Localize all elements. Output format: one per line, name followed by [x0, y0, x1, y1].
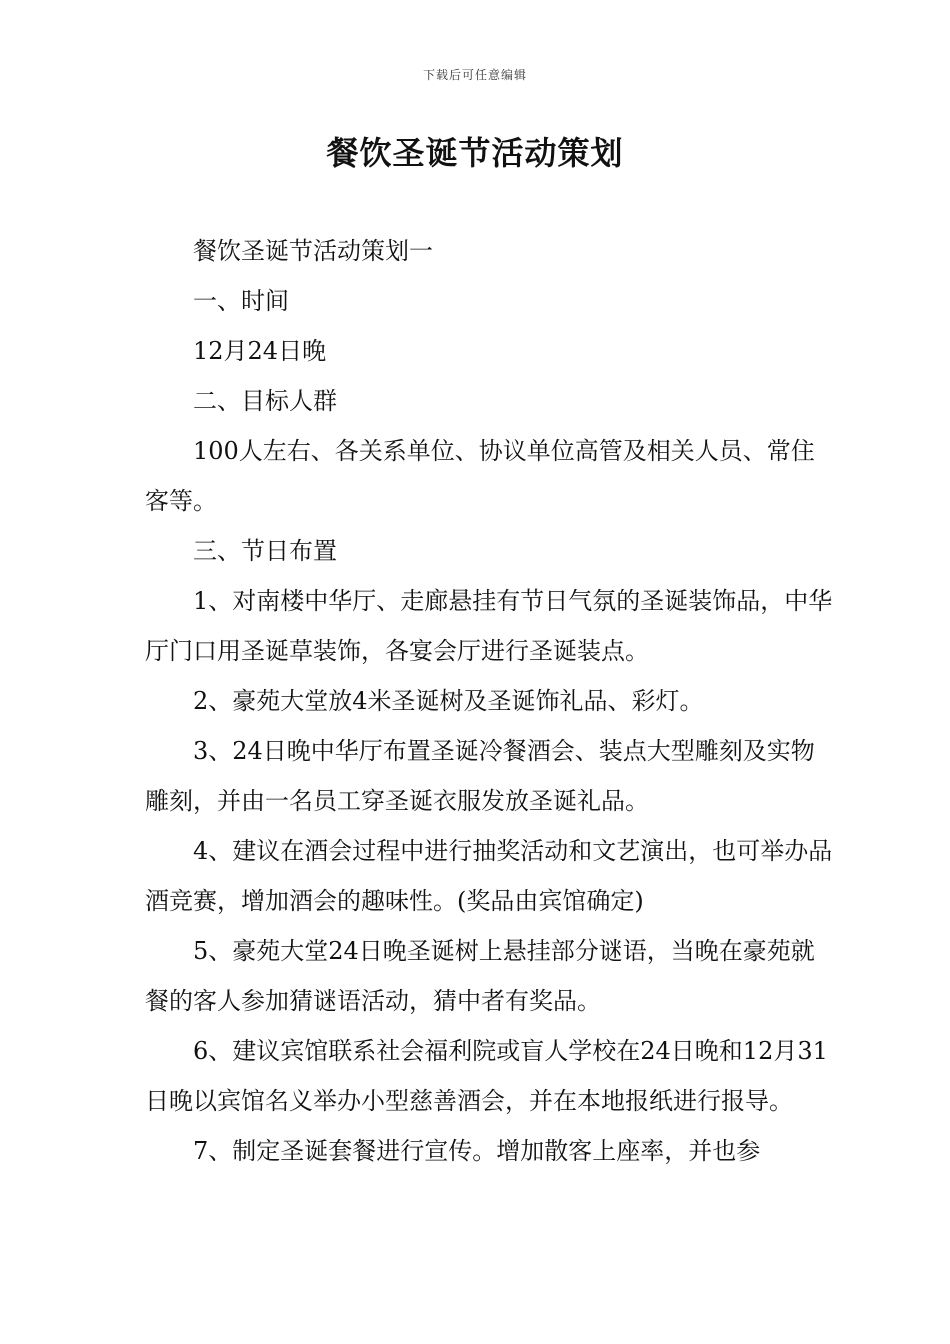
paragraph-section-title: 餐饮圣诞节活动策划一: [193, 237, 433, 265]
document-body: [145, 226, 835, 1176]
document-title: 餐饮圣诞节活动策划: [326, 134, 624, 172]
paragraph-item-3: 3、24日晚中华厅布置圣诞冷餐酒会、装点大型雕刻及实物雕刻，并由一名员工穿圣诞衣服发放圣诞礼品。: [145, 737, 815, 815]
paragraph-heading-audience: 二、目标人群: [193, 387, 337, 415]
paragraph-heading-decoration: 三、节日布置: [193, 537, 337, 565]
header-note: 下载后可任意编辑: [422, 68, 527, 82]
paragraph-item-1: 1、对南楼中华厅、走廊悬挂有节日气氛的圣诞装饰品，中华厅门口用圣诞草装饰，各宴会厅进行圣诞装点。: [145, 587, 833, 665]
paragraph-audience-value: 100人左右、各关系单位、协议单位高管及相关人员、常住客等。: [145, 437, 815, 515]
paragraph-item-6: 6、建议宾馆联系社会福利院或盲人学校在24日晚和12月31日晚以宾馆名义举办小型慈善酒会，并在本地报纸进行报导。: [145, 1037, 828, 1115]
paragraph-item-2: 2、豪苑大堂放4米圣诞树及圣诞饰礼品、彩灯。: [193, 687, 704, 715]
paragraph-item-4: 4、建议在酒会过程中进行抽奖活动和文艺演出，也可举办品酒竞赛，增加酒会的趣味性。(奖品由宾馆确定): [145, 837, 833, 915]
paragraph-time-value: 12月24日晚: [193, 337, 327, 365]
paragraph-item-5: 5、豪苑大堂24日晚圣诞树上悬挂部分谜语，当晚在豪苑就餐的客人参加猜谜语活动，猜中者有奖品。: [145, 937, 815, 1015]
paragraph-heading-time: 一、时间: [193, 287, 289, 315]
paragraph-item-7: 7、制定圣诞套餐进行宣传。增加散客上座率，并也参: [193, 1137, 761, 1165]
